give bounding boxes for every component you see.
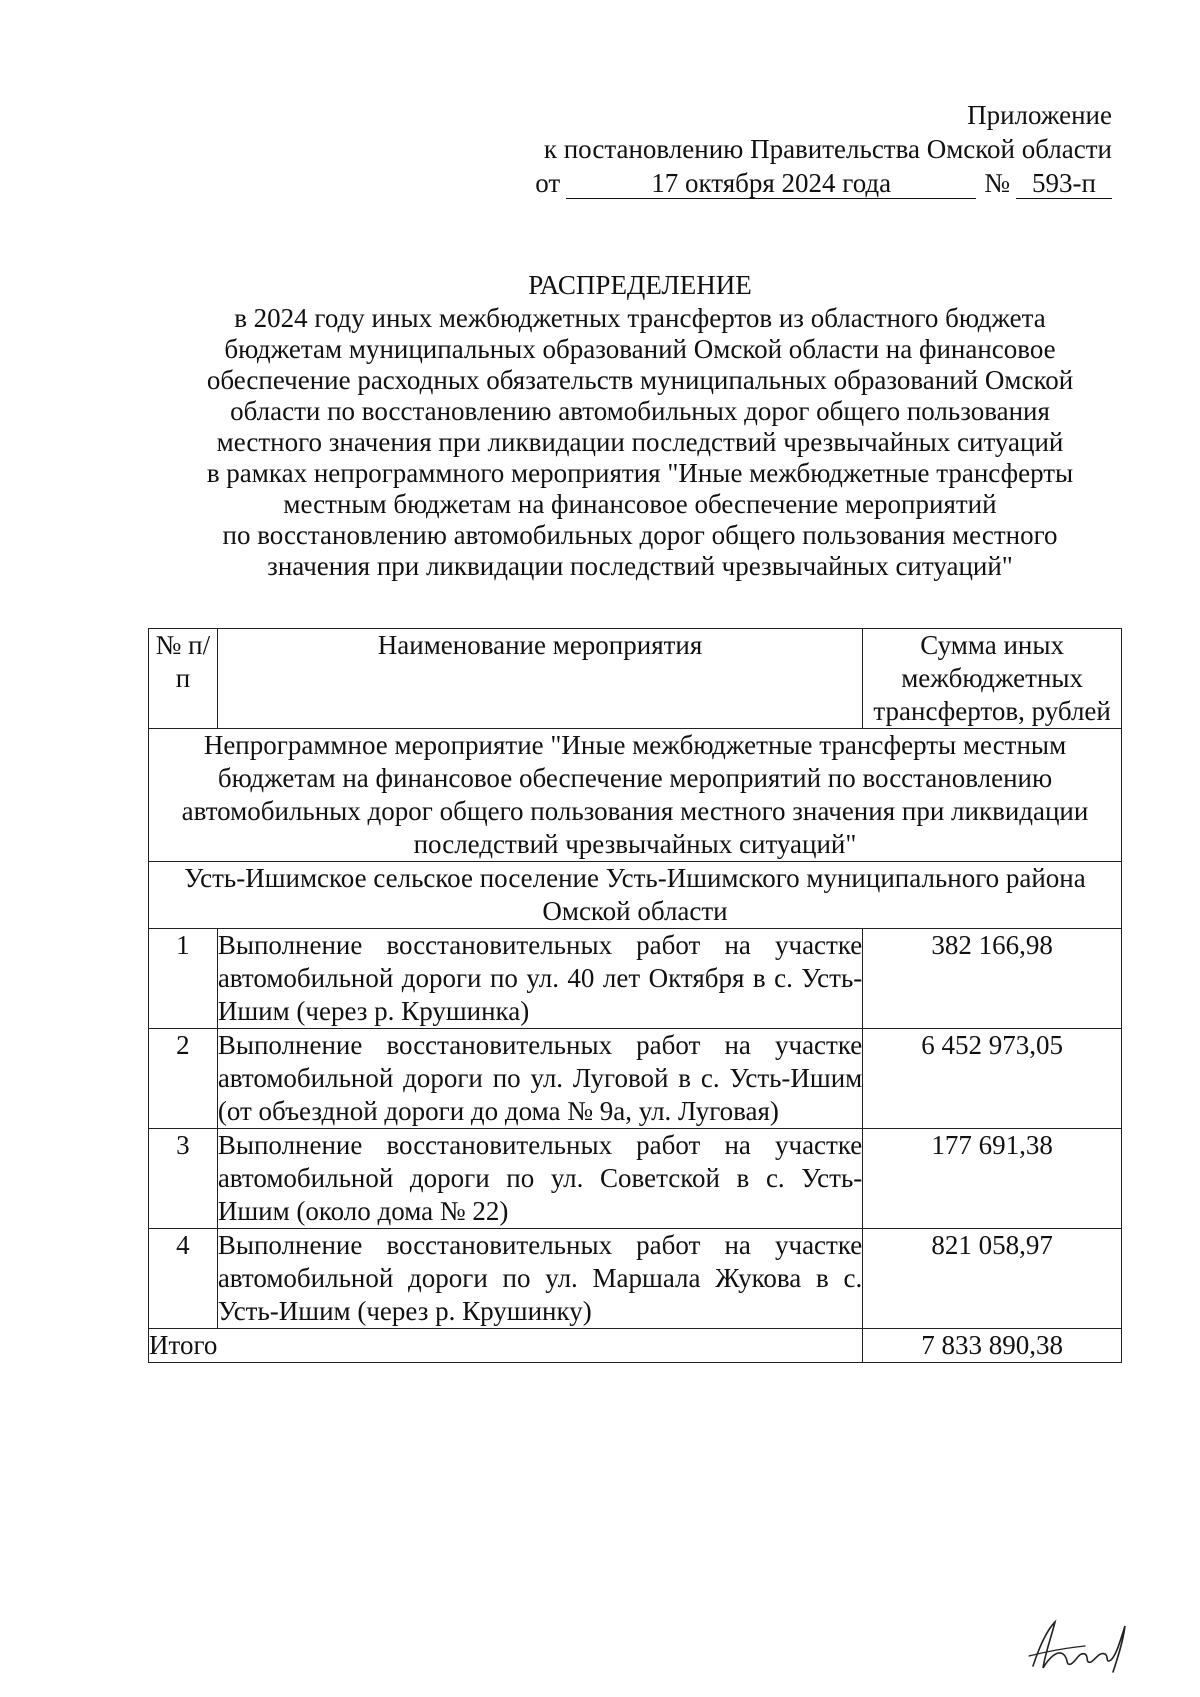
row-sum: 382 166,98 [863, 929, 1122, 1029]
annex-date: 17 октября 2024 года [566, 168, 976, 199]
table-header-row [149, 629, 1122, 729]
table-row [149, 1229, 1122, 1329]
title-line: по восстановлению автомобильных дорог общего пользования местного [222, 520, 1058, 550]
row-num: 3 [149, 1129, 218, 1229]
total-sum: 7 833 890,38 [863, 1329, 1122, 1363]
row-sum: 177 691,38 [863, 1129, 1122, 1229]
row-name: Выполнение восстановительных работ на участке автомобильной дороги по ул. Маршала Жукова в с. Усть-Ишим (через р. Крушинку) [217, 1229, 862, 1329]
program-name: Непрограммное мероприятие "Иные межбюджетные трансферты местным бюджетам на финансовое обеспечение мероприятий по восстановлению автомобильных дорог общего пользования местного значения при ликвидации последствий чрезвычайных ситуаций" [149, 729, 1122, 862]
table-row [149, 1029, 1122, 1129]
distribution-table [148, 628, 1122, 1363]
signature-mark [1025, 1608, 1135, 1680]
settlement-row [149, 862, 1122, 929]
title-line: в 2024 году иных межбюджетных трансфертов из областного бюджета [234, 303, 1046, 333]
settlement-name: Усть-Ишимское сельское поселение Усть-Ишимского муниципального района Омской области [149, 862, 1122, 929]
header-num: № п/п [149, 629, 218, 729]
row-sum: 6 452 973,05 [863, 1029, 1122, 1129]
table-row [149, 929, 1122, 1029]
row-name: Выполнение восстановительных работ на участке автомобильной дороги по ул. Советской в с. Усть-Ишим (около дома № 22) [217, 1129, 862, 1229]
row-sum: 821 058,97 [863, 1229, 1122, 1329]
total-row [149, 1329, 1122, 1363]
row-name: Выполнение восстановительных работ на участке автомобильной дороги по ул. 40 лет Октября в с. Усть-Ишим (через р. Крушинка) [217, 929, 862, 1029]
document-title [150, 270, 1130, 582]
annex-title: Приложение [967, 100, 1112, 130]
title-line: в рамках непрограммного мероприятия "Иные межбюджетные трансферты [206, 458, 1074, 488]
title-line: местным бюджетам на финансовое обеспечение мероприятий [283, 489, 997, 519]
title-line: местного значения при ликвидации последствий чрезвычайных ситуаций [216, 427, 1064, 457]
title-heading: РАСПРЕДЕЛЕНИЕ [528, 270, 752, 300]
title-line: значения при ликвидации последствий чрезвычайных ситуаций" [267, 551, 1013, 581]
annex-resolution: к постановлению Правительства Омской области [543, 134, 1112, 164]
row-num: 2 [149, 1029, 218, 1129]
annex-number: 593-п [1016, 168, 1112, 199]
annex-block [512, 98, 1112, 200]
row-name: Выполнение восстановительных работ на участке автомобильной дороги по ул. Луговой в с. Усть-Ишим (от объездной дороги до дома № 9а, ул. Луговая) [217, 1029, 862, 1129]
row-num: 1 [149, 929, 218, 1029]
annex-date-row [512, 166, 1112, 200]
annex-date-prefix: от [535, 168, 561, 198]
title-line: обеспечение расходных обязательств муниципальных образований Омской [206, 365, 1074, 395]
annex-number-prefix: № [984, 168, 1010, 198]
header-name: Наименование мероприятия [217, 629, 862, 729]
title-line: области по восстановлению автомобильных дорог общего пользования [230, 396, 1050, 426]
table-row [149, 1129, 1122, 1229]
total-label: Итого [149, 1329, 863, 1363]
header-sum: Сумма иных межбюджетных трансфертов, рублей [863, 629, 1122, 729]
row-num: 4 [149, 1229, 218, 1329]
program-row [149, 729, 1122, 862]
title-line: бюджетам муниципальных образований Омской области на финансовое [224, 334, 1056, 364]
